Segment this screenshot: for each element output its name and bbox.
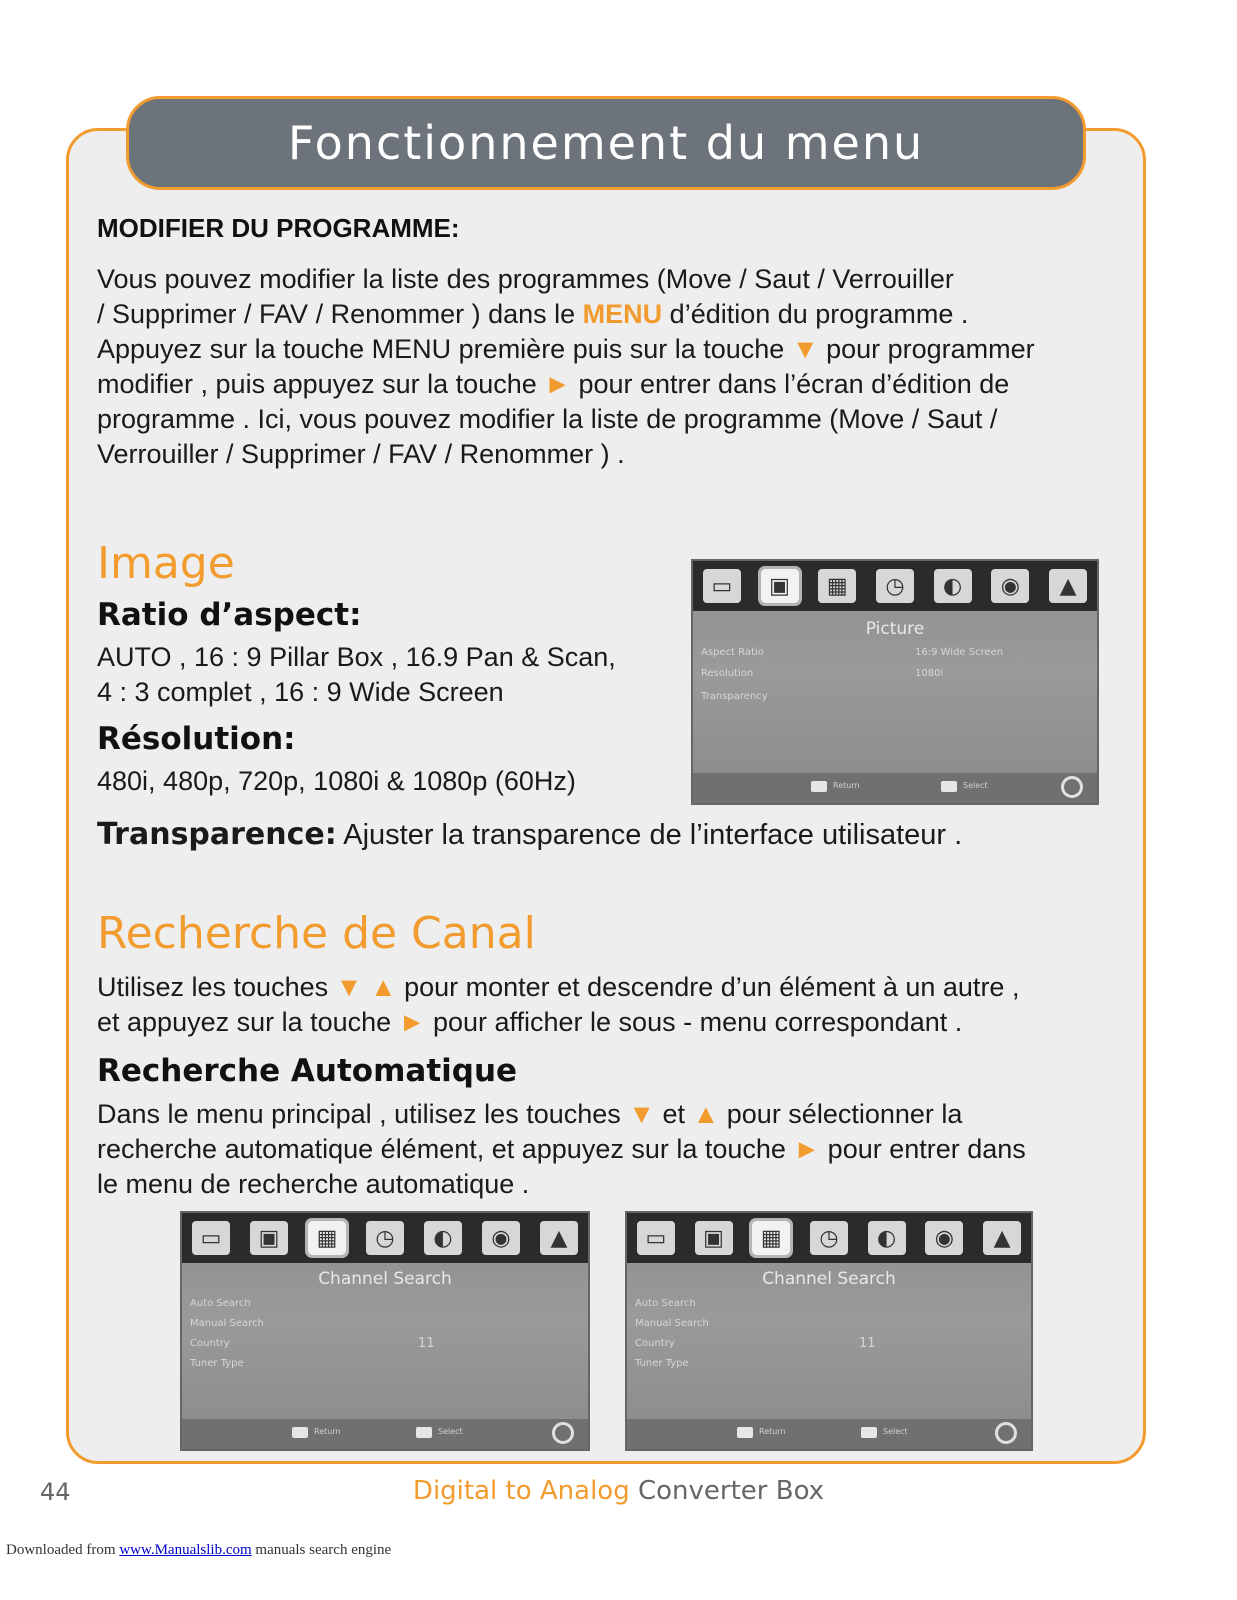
footer-label: Select — [438, 1427, 463, 1436]
text: / Supprimer / FAV / Renommer ) dans le — [97, 299, 583, 329]
modifier-line-1: Vous pouvez modifier la liste des programmes (Move / Saut / Verrouiller — [97, 264, 954, 294]
text: Appuyez sur la touche MENU première puis sur la touche — [97, 334, 792, 364]
transparence-text: Ajuster la transparence de l’interface utilisateur . — [336, 819, 963, 851]
screen-item: Country — [190, 1338, 230, 1349]
screen-item: Aspect Ratio — [701, 647, 764, 658]
canal-line-2 — [97, 1005, 1019, 1040]
ratio-heading: Ratio d’aspect: — [97, 597, 362, 633]
screen-item: Resolution — [701, 668, 754, 679]
tv-icon: ▭ — [637, 1221, 675, 1255]
modifier-line-4 — [97, 367, 1035, 402]
option-icon: ◐ — [934, 569, 972, 603]
footer-label: Return — [314, 1427, 341, 1436]
modifier-line-5: programme . Ici, vous pouvez modifier la liste de programme (Move / Saut / — [97, 404, 998, 434]
navigation-icon — [995, 1422, 1017, 1444]
footer-label: Return — [759, 1427, 786, 1436]
tv-icon: ▭ — [703, 569, 741, 603]
picture-icon: ▣ — [761, 569, 799, 603]
picture-menu-screenshot — [691, 559, 1099, 805]
text: Utilisez les touches — [97, 972, 336, 1002]
menu-icon-row — [693, 561, 1097, 611]
modifier-paragraph — [97, 262, 1035, 472]
disc-icon: ◉ — [482, 1221, 520, 1255]
navigation-icon — [1061, 776, 1083, 798]
footer-label: Select — [883, 1427, 908, 1436]
tv-icon: ▭ — [192, 1221, 230, 1255]
screen-item: Tuner Type — [635, 1358, 689, 1369]
modifier-line-6: Verrouiller / Supprimer / FAV / Renommer ) . — [97, 439, 625, 469]
screen-footer — [182, 1419, 588, 1449]
clock-icon: ◷ — [876, 569, 914, 603]
screen-title: Channel Search — [762, 1269, 896, 1289]
channel-icon: ▦ — [308, 1221, 346, 1255]
canal-line-1 — [97, 970, 1019, 1005]
text: et — [655, 1099, 693, 1129]
ratio-line-1: AUTO , 16 : 9 Pillar Box , 16.9 Pan & Scan, — [97, 642, 616, 672]
screen-footer — [627, 1419, 1031, 1449]
resolution-heading: Résolution: — [97, 721, 296, 757]
footer-label: Return — [833, 781, 860, 790]
right-arrow-icon: ► — [793, 1134, 821, 1164]
option-icon: ◐ — [424, 1221, 462, 1255]
resolution-text: 480i, 480p, 720p, 1080i & 1080p (60Hz) — [97, 766, 576, 796]
down-arrow-icon: ▼ — [628, 1099, 655, 1129]
page-number: 44 — [40, 1478, 71, 1506]
screen-title: Picture — [865, 619, 925, 639]
screen-value: 11 — [859, 1336, 876, 1351]
menu-icon-row — [627, 1213, 1031, 1263]
right-arrow-icon: ► — [544, 369, 571, 399]
key-icon — [292, 1427, 308, 1438]
screen-item: Manual Search — [635, 1318, 709, 1329]
modifier-line-2 — [97, 297, 1035, 332]
key-icon — [941, 781, 957, 792]
auto-search-paragraph — [97, 1097, 1026, 1202]
modifier-heading: MODIFIER DU PROGRAMME: — [97, 213, 460, 243]
screen-item: Tuner Type — [190, 1358, 244, 1369]
text: d’édition du programme . — [662, 299, 969, 329]
auto-search-heading: Recherche Automatique — [97, 1053, 518, 1089]
key-icon — [811, 781, 827, 792]
title-bar — [126, 96, 1086, 190]
page-title: Fonctionnement du menu — [287, 116, 925, 170]
up-arrow-icon: ▲ — [692, 1099, 720, 1129]
transparence-line — [97, 817, 962, 853]
right-arrow-icon: ► — [398, 1007, 426, 1037]
screen-value: 11 — [418, 1336, 435, 1351]
key-icon — [416, 1427, 432, 1438]
channel-search-screenshot-2 — [625, 1211, 1033, 1451]
manualslib-link[interactable]: www.Manualslib.com — [119, 1542, 252, 1558]
text: pour programmer — [818, 334, 1035, 364]
text: Downloaded from — [6, 1542, 120, 1558]
text: Dans le menu principal , utilisez les touches — [97, 1099, 629, 1129]
disc-icon: ◉ — [991, 569, 1029, 603]
canal-paragraph — [97, 970, 1019, 1040]
download-note — [6, 1542, 391, 1559]
channel-search-screenshot-1 — [180, 1211, 590, 1451]
screen-item: Transparency — [701, 691, 768, 702]
text: manuals search engine — [251, 1542, 392, 1558]
picture-icon: ▣ — [695, 1221, 733, 1255]
menu-icon-row — [182, 1213, 588, 1263]
auto-line-3: le menu de recherche automatique . — [97, 1169, 530, 1199]
screen-item: Country — [635, 1338, 675, 1349]
ratio-text — [97, 640, 616, 710]
text: pour entrer dans l’écran d’édition de — [570, 369, 1010, 399]
up-down-arrows-icon: ▼ ▲ — [335, 972, 397, 1002]
image-section-title: Image — [97, 538, 235, 589]
footer-title-highlight: Digital to Analog — [412, 1476, 630, 1506]
footer-title — [0, 1476, 1237, 1506]
ratio-line-2: 4 : 3 complet , 16 : 9 Wide Screen — [97, 677, 504, 707]
screen-item: Auto Search — [635, 1298, 696, 1309]
screen-value: 1080i — [915, 668, 944, 679]
disc-icon: ◉ — [925, 1221, 963, 1255]
key-icon — [861, 1427, 877, 1438]
navigation-icon — [552, 1422, 574, 1444]
screen-footer — [693, 773, 1097, 803]
footer-label: Select — [963, 781, 988, 790]
auto-line-2 — [97, 1132, 1026, 1167]
channel-icon: ▦ — [818, 569, 856, 603]
system-icon: ▲ — [540, 1221, 578, 1255]
option-icon: ◐ — [868, 1221, 906, 1255]
channel-icon: ▦ — [752, 1221, 790, 1255]
modifier-line-3 — [97, 332, 1035, 367]
auto-line-1 — [97, 1097, 1026, 1132]
text: modifier , puis appuyez sur la touche — [97, 369, 545, 399]
system-icon: ▲ — [1049, 569, 1087, 603]
system-icon: ▲ — [983, 1221, 1021, 1255]
canal-section-title: Recherche de Canal — [97, 908, 536, 959]
text: pour afficher le sous - menu correspondant . — [425, 1007, 963, 1037]
text: pour monter et descendre d’un élément à un autre , — [396, 972, 1020, 1002]
clock-icon: ◷ — [810, 1221, 848, 1255]
text: pour entrer dans — [820, 1134, 1026, 1164]
key-icon — [737, 1427, 753, 1438]
text: recherche automatique élément, et appuyez sur la touche — [97, 1134, 794, 1164]
transparence-heading: Transparence: — [97, 817, 337, 852]
picture-icon: ▣ — [250, 1221, 288, 1255]
text: et appuyez sur la touche — [97, 1007, 399, 1037]
screen-value: 16:9 Wide Screen — [915, 647, 1004, 658]
text: pour sélectionner la — [719, 1099, 963, 1129]
screen-item: Auto Search — [190, 1298, 251, 1309]
clock-icon: ◷ — [366, 1221, 404, 1255]
down-arrow-icon: ▼ — [791, 334, 819, 364]
screen-title: Channel Search — [318, 1269, 452, 1289]
footer-title-rest: Converter Box — [629, 1476, 825, 1506]
menu-keyword: MENU — [582, 299, 663, 329]
screen-item: Manual Search — [190, 1318, 264, 1329]
